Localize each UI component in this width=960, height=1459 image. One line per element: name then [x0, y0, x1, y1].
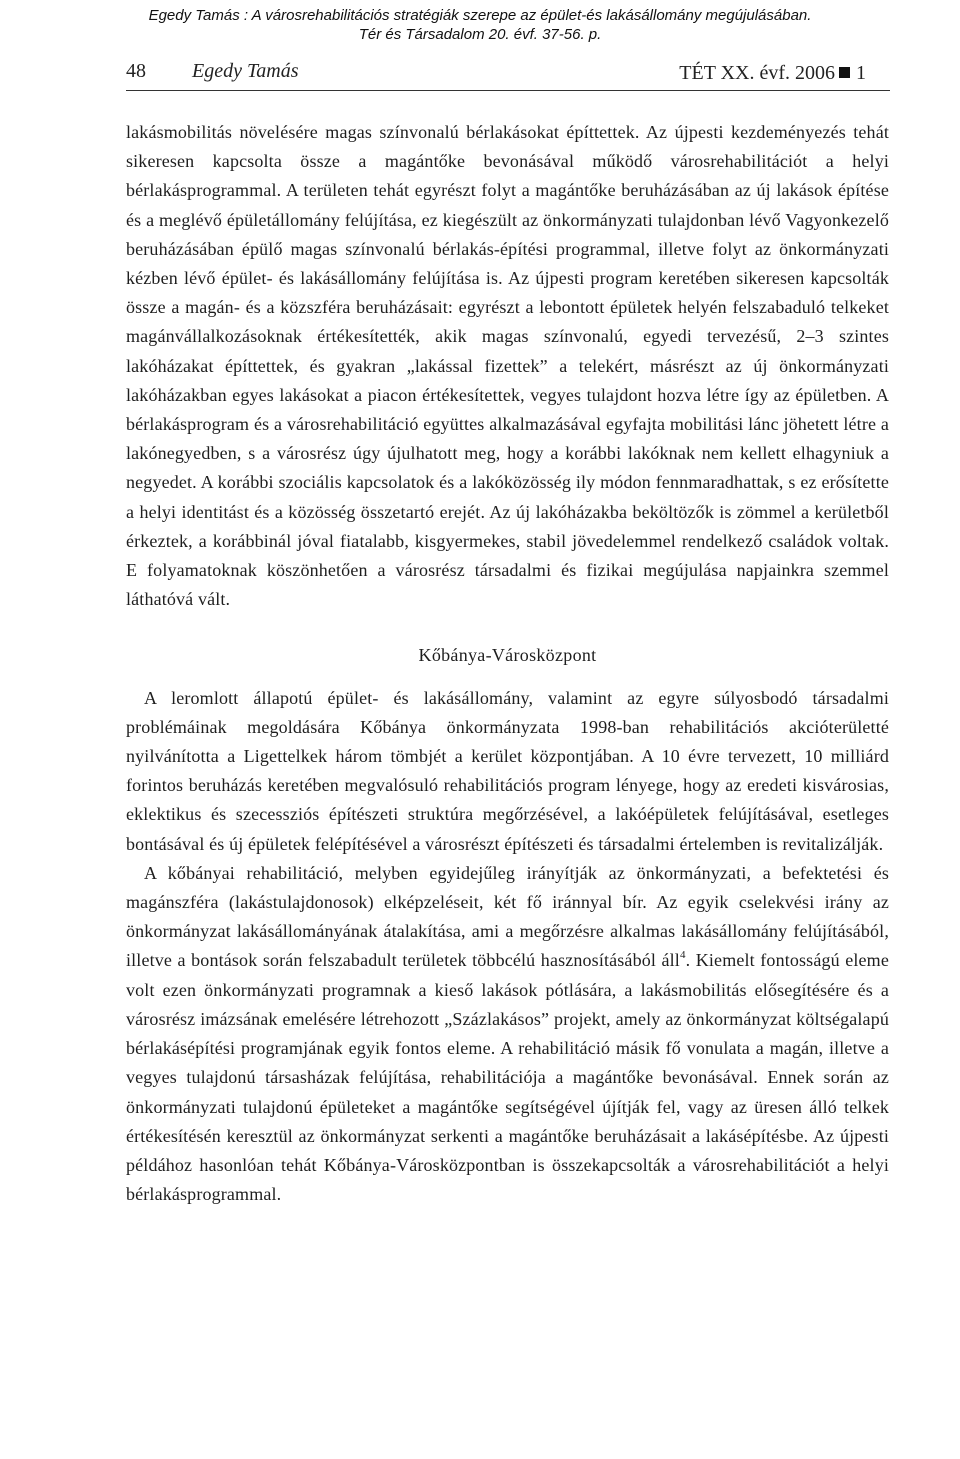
paragraph-kobanya-rehab — [126, 859, 889, 1209]
citation-header — [0, 6, 960, 44]
article-body — [126, 118, 889, 1209]
running-head-journal — [679, 62, 866, 85]
footnote-reference: 4 — [679, 949, 686, 962]
paragraph-ujpest: lakásmobilitás növelésére magas színvonalú bérlakásokat építtettek. Az újpesti kezdeményezés tehát sikeresen kapcsolta össze a magántőke bevonásával működő városrehabilitációt a helyi bérlakásprogrammal. A területen tehát egyrészt folyt a magántőke beruházásában az új lakások építése és a meglévő épületállomány felújítása, ez kiegészült az önkormányzati tulajdonban lévő Vagyonkezelő beruházásában épülő magas színvonalú bérlakás-építési programmal, illetve folyt az önkormányzati kézben lévő épület- és lakásállomány felújítása is. Az újpesti program keretében sikeresen kapcsolták össze a magán- és a közszféra beruházásait: egyrészt a lebontott épületek helyén felszabaduló telkeket magánvállalkozásoknak értékesítették, akik magas színvonalú, egyedi tervezésű, 2–3 szintes lakóházakat építtettek, és gyakran „lakással fizettek” a telekért, másrészt az új önkormányzati lakóházakban egyes lakásokat a piacon értékesítettek, vegyes tulajdont hozva létre így az épületben. A bérlakásprogram és a városrehabilitáció együttes alkalmazásával egyfajta mobilitási lánc jöhetett létre a lakónegyedben, s a városrész úgy újulhatott meg, hogy a korábbi lakóknak nem kellett elhagyniuk a negyedet. A korábbi szociális kapcsolatok és a lakóközösség ily módon fennmaradhattak, s ez erősítette a helyi identitást és a közösség összetartó erejét. Az új lakóházakba beköltözők is zömmel a kerületből érkeztek, a korábbinál jóval fiatalabb, kisgyermekes, stabil jövedelemmel rendelkező családok voltak. E folyamatoknak köszönhetően a városrész társadalmi és fizikai megújulása napjainkra szemmel láthatóvá vált. — [126, 122, 889, 610]
citation-line-1: Egedy Tamás : A városrehabilitációs stratégiák szerepe az épület-és lakásállomány megújulásában. — [148, 7, 812, 24]
square-bullet-icon — [839, 67, 850, 78]
paragraph-kobanya-rehab-part2: . Kiemelt fontosságú eleme volt ezen önkormányzati programnak a kieső lakások pótlására, a lakásmobilitás elősegítésére és a városrész imázsának emelésére létrehozott „Százlakásos” projekt, amely az önkormányzat költségalapú bérlakásépítési programjának egyik fontos eleme. A rehabilitáció másik fő vonulata a magán, illetve a vegyes tulajdonú társasházak felújítása, rehabilitációja a magántőke bevonásával. Ennek során az önkormányzati tulajdonú épületeket a magántőke segítségével újítják fel, vagy az üresen álló telkek értékesítésén keresztül az önkormányzat serkenti a magántőke beruházásait a lakásépítésbe. Az újpesti példához hasonlóan tehát Kőbánya-Városközpontban is összekapcsolták a városrehabilitációt a helyi bérlakásprogrammal. — [126, 950, 889, 1205]
paragraph-kobanya-intro: A leromlott állapotú épület- és lakásállomány, valamint az egyre súlyosbodó társadalmi problémáinak megoldására Kőbánya önkormányzata 1998-ban rehabilitációs akcióterületté nyilvánította a Ligettelkek három tömbjét a kerület központjában. A 10 évre tervezett, 10 milliárd forintos beruházás keretében megvalósuló rehabilitációs program lényege, hogy az eredeti kisvárosias, eklektikus és szecessziós építészeti struktúra megőrzésével, a lakóépületek felújításával, esetleges bontásával és új épületek felépítésével a városrészt építészeti és társadalmi értelemben is revitalizálják. — [126, 687, 889, 854]
paragraph-kobanya-rehab-part1: A kőbányai rehabilitáció, melyben egyidejűleg irányítják az önkormányzati, a befektetési és magánszféra (lakástulajdonosok) elképzeléseit, két fő iránnyal bír. Az egyik cselekvési irány az önkormányzat lakásállományának átalakítása, ami a megőrzésre alkalmas lakásállomány felújításából, illetve a bontások során felszabadult területek többcélú hasznosításából áll — [126, 862, 889, 971]
running-head-author: Egedy Tamás — [192, 60, 299, 82]
citation-line-2: Tér és Társadalom 20. évf. 37-56. p. — [358, 26, 602, 43]
section-title: Kőbánya-Városközpont — [418, 645, 597, 666]
page-number: 48 — [126, 60, 146, 82]
running-head — [126, 58, 890, 91]
journal-name: TÉT XX. évf. 2006 — [679, 62, 835, 84]
journal-issue: 1 — [856, 62, 866, 84]
